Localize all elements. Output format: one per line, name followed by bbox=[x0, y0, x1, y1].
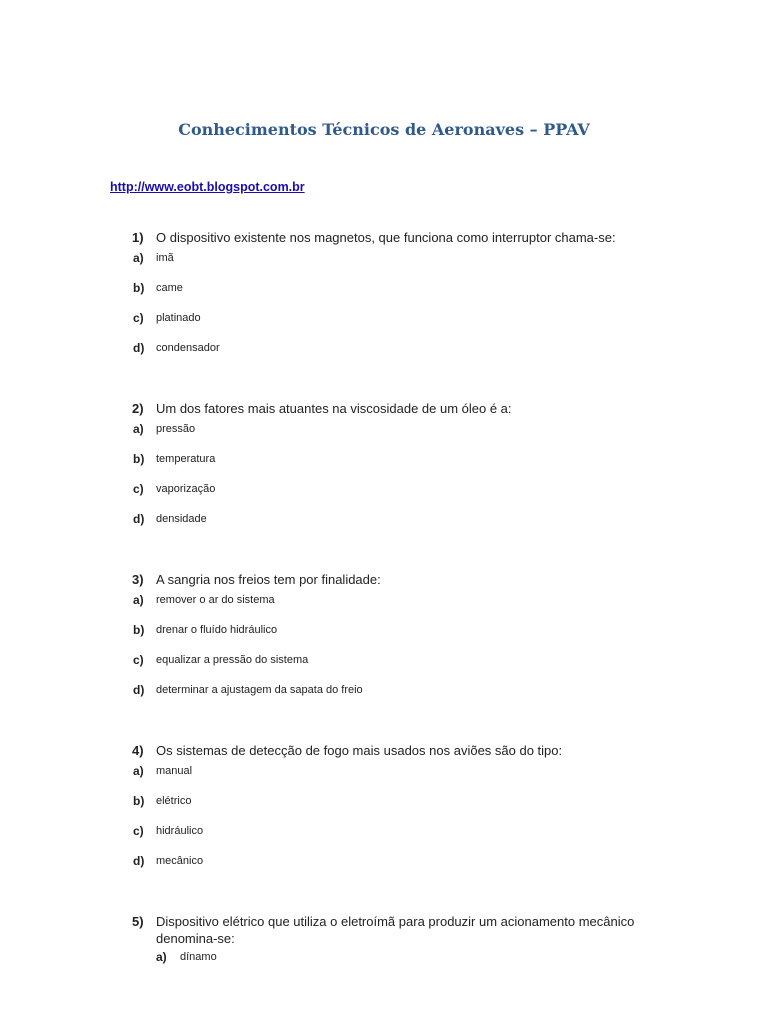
option-text: imã bbox=[156, 252, 174, 264]
question-number: 4) bbox=[132, 743, 144, 758]
option-text: remover o ar do sistema bbox=[156, 594, 275, 606]
question-text: O dispositivo existente nos magnetos, que funciona como interruptor chama-se: bbox=[156, 230, 616, 245]
option-text: condensador bbox=[156, 342, 220, 354]
option-letter: c) bbox=[133, 482, 144, 496]
option-letter: b) bbox=[133, 794, 145, 808]
option-letter: a) bbox=[156, 950, 167, 964]
option-letter: a) bbox=[133, 593, 144, 607]
option-text: drenar o fluído hidráulico bbox=[156, 624, 278, 636]
option-text: hidráulico bbox=[156, 825, 204, 837]
question-number: 2) bbox=[132, 401, 144, 416]
blog-link[interactable]: http://www.eobt.blogspot.com.br bbox=[110, 180, 305, 194]
option-text: pressão bbox=[156, 423, 196, 435]
option-letter: a) bbox=[133, 251, 144, 265]
option-letter: d) bbox=[133, 512, 145, 526]
question-text: A sangria nos freios tem por finalidade: bbox=[156, 572, 381, 587]
option-letter: c) bbox=[133, 653, 144, 667]
option-letter: b) bbox=[133, 623, 145, 637]
option-text: platinado bbox=[156, 312, 201, 324]
question-number: 3) bbox=[132, 572, 144, 587]
page-title: Conhecimentos Técnicos de Aeronaves – PPAV bbox=[178, 120, 590, 139]
option-letter: c) bbox=[133, 311, 144, 325]
option-letter: b) bbox=[133, 281, 145, 295]
option-letter: a) bbox=[133, 422, 144, 436]
option-letter: d) bbox=[133, 683, 145, 697]
option-text: elétrico bbox=[156, 795, 192, 807]
option-text: manual bbox=[156, 765, 193, 777]
option-text: mecânico bbox=[156, 855, 204, 867]
question-text: Dispositivo elétrico que utiliza o eletroímã para produzir um acionamento mecânico denomina-se: bbox=[156, 914, 635, 946]
question-number: 1) bbox=[132, 230, 144, 245]
option-text: came bbox=[156, 282, 183, 294]
question-number: 5) bbox=[132, 914, 144, 929]
option-text: densidade bbox=[156, 513, 207, 525]
question-text: Os sistemas de detecção de fogo mais usados nos aviões são do tipo: bbox=[156, 743, 563, 758]
option-text: equalizar a pressão do sistema bbox=[156, 654, 309, 666]
option-letter: c) bbox=[133, 824, 144, 838]
option-letter: d) bbox=[133, 341, 145, 355]
option-letter: b) bbox=[133, 452, 145, 466]
option-letter: d) bbox=[133, 854, 145, 868]
option-text: dínamo bbox=[180, 951, 217, 963]
option-text: determinar a ajustagem da sapata do freio bbox=[156, 684, 363, 696]
option-text: vaporização bbox=[156, 483, 216, 495]
option-letter: a) bbox=[133, 764, 144, 778]
option-text: temperatura bbox=[156, 453, 216, 465]
question-text: Um dos fatores mais atuantes na viscosidade de um óleo é a: bbox=[156, 401, 512, 416]
